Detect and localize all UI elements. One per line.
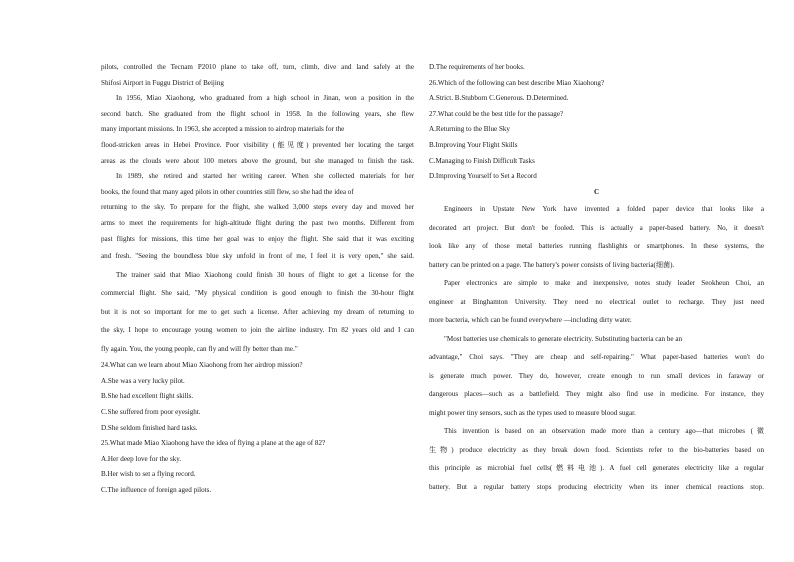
text-line: battery. But a regular battery stops producing electricity when its inner chemical reactions stop. xyxy=(429,482,764,491)
text-line: Shifosi Airport in Fuggu District of Beijing xyxy=(101,78,224,87)
text-line: is generate much power. They do, however, create enough to run small devices in faraway or xyxy=(429,371,764,380)
text-line: C.The influence of foreign aged pilots. xyxy=(101,485,212,494)
text-line: advantage," Choi says. "They are cheap and self-repairing." What paper-based batteries won't do xyxy=(429,353,764,362)
section-heading: C xyxy=(593,187,600,196)
text-line: the sky, I hope to encourage young women to join the airline industry. I'm 82 years old and I can xyxy=(101,326,414,335)
text-line: The trainer said that Miao Xiaohong could finish 30 hours of flight to get a license for the xyxy=(116,270,414,279)
text-line: dangerous places—such as a battlefield. They might also find use in medicine. For instance, they xyxy=(429,390,764,399)
text-line: more bacteria, which can be found everywhere —including dirty water. xyxy=(429,316,632,325)
text-line: battery can be printed on a page. The battery's power consists of living bacteria(细菌). xyxy=(429,260,675,269)
text-line: flood-stricken areas in Hebei Province. Poor visibility (能见度) prevented her locating the target xyxy=(101,140,414,149)
text-line: 25.What made Miao Xiaohong have the idea of flying a plane at the age of 82? xyxy=(101,439,326,448)
text-line: many important missions. In 1963, she accepted a mission to airdrop materials for the xyxy=(101,125,345,134)
text-line: C.Managing to Finish Difficult Tasks xyxy=(429,156,535,165)
text-line: D.The requirements of her books. xyxy=(429,63,525,71)
text-line: arms to meet the requirements for high-altitude flight during the past two months. Different from xyxy=(101,218,414,227)
text-line: commercial flight. She said, "My physical condition is good enough to finish the 30-hour flight xyxy=(101,289,414,298)
text-line: Paper electronics are simple to make and inexpensive, notes study leader Seokheun Choi, an xyxy=(444,279,764,288)
text-line: In 1956, Miao Xiaohong, who graduated from a high school in Jinan, won a position in the xyxy=(116,94,414,103)
text-line: D.Improving Yourself to Set a Record xyxy=(429,172,537,181)
text-line: second batch. She graduated from the flight school in 1958. In the following years, she flew xyxy=(101,109,414,118)
text-line: A.She was a very lucky pilot. xyxy=(101,376,185,385)
text-line: A.Returning to the Blue Sky xyxy=(429,125,510,134)
text-line: fly again. You, the young people, can fly and will fly better than me." xyxy=(101,344,298,353)
text-line: engineer at Binghamton University. They need no electrical outlet to recharge. They just need xyxy=(429,297,764,306)
text-line: pilots, controlled the Tecnam P2010 plane to take off, turn, climb, dive and land safely at the xyxy=(101,63,414,71)
text-line: 生物) produce electricity as they break down food. Scientists refer to the bio-batteries based on xyxy=(429,445,764,454)
text-line: and fresh. "Seeing the boundless blue sky unfold in front of me, I feel it is very open," she said. xyxy=(101,252,414,261)
text-line: In 1989, she retired and started her writing career. When she collected materials for her xyxy=(116,172,414,181)
text-line: B.She had excellent flight skills. xyxy=(101,392,194,401)
text-line: but it is not so important for me to get such a license. After achieving my dream of returning to xyxy=(101,307,414,316)
text-line: this principle as microbial fuel cells(燃料电池). A fuel cell generates electricity like a regular xyxy=(429,464,764,473)
text-line: 27.What could be the best title for the passage? xyxy=(429,109,564,118)
text-line: A.Her deep love for the sky. xyxy=(101,454,182,463)
right-column xyxy=(429,60,764,496)
text-line: past flights for missions, this time her goal was to enjoy the flight. She said that it was exciting xyxy=(101,234,414,243)
left-column xyxy=(101,60,414,498)
text-line: This invention is based on an observation made more than a century ago—that microbes (微 xyxy=(444,427,764,436)
text-line: A.Strict. B.Stubborn C.Generous. D.Determined. xyxy=(429,94,569,103)
text-line: Engineers in Upstate New York have invented a folded paper device that looks like a xyxy=(444,205,764,214)
text-line: D.She seldom finished hard tasks. xyxy=(101,423,198,432)
text-line: B.Her wish to set a flying record. xyxy=(101,470,196,479)
text-line: look like any of those metal batteries running flashlights or smartphones. In these systems, the xyxy=(429,242,764,251)
text-line: "Most batteries use chemicals to generate electricity. Substituting bacteria can be an xyxy=(444,334,683,343)
text-line: 24.What can we learn about Miao Xiaohong from her airdrop mission? xyxy=(101,361,303,370)
text-line: areas as the clouds were about 100 meters above the ground, but she managed to finish the task. xyxy=(101,156,414,165)
text-line: returning to the sky. To prepare for the flight, she walked 3,000 steps every day and moved her xyxy=(101,203,414,212)
text-line: decorated art project. But don't be fooled. This is actually a paper-based battery. No, it doesn't xyxy=(429,223,764,232)
text-line: 26.Which of the following can best describe Miao Xiaohong? xyxy=(429,78,605,87)
text-line: might power tiny sensors, such as the types used to measure blood sugar. xyxy=(429,408,636,417)
text-line: B.Improving Your Flight Skills xyxy=(429,140,518,149)
text-line: C.She suffered from poor eyesight. xyxy=(101,407,201,416)
text-line: books, the found that many aged pilots in other countries still flew, so she had the idea of xyxy=(101,187,354,196)
